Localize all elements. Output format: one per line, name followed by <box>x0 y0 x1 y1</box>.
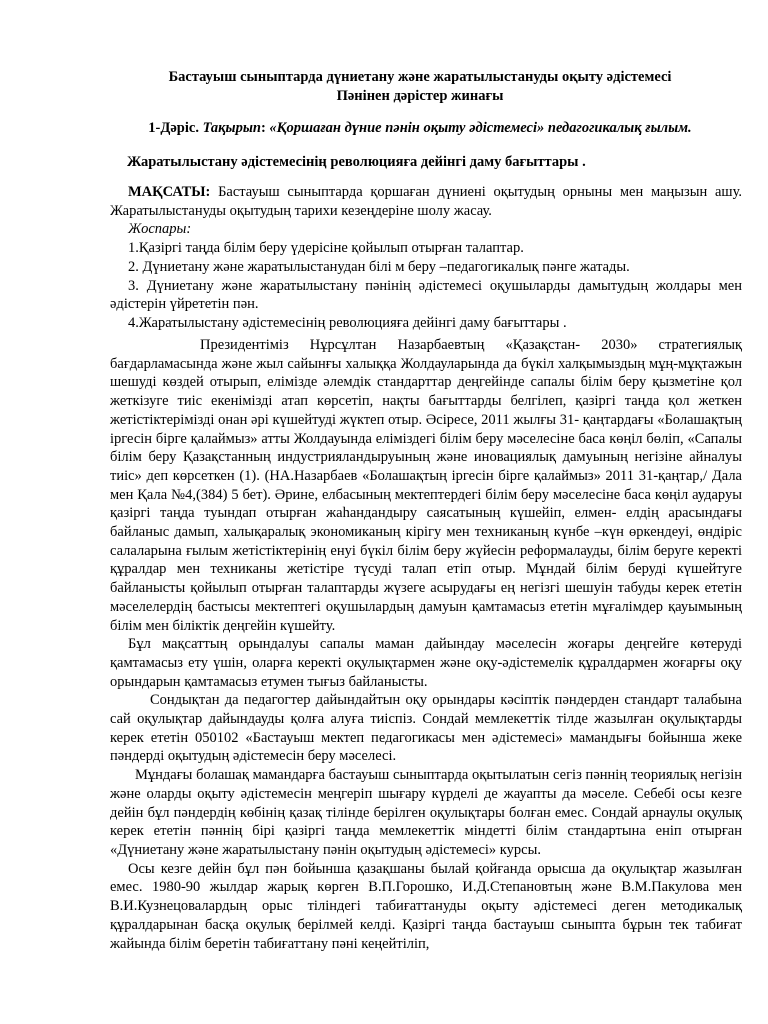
lecture-subtitle: Жаратылыстану әдістемесінің революцияға дейінгі даму бағыттары . <box>127 154 586 170</box>
document-title <box>110 68 730 106</box>
goals-text: Бастауыш сыныптарда қоршаған дүниені оқытудың орныны мен маңызын ашу. Жаратылыстануды оқытудың тарихи кезеңдеріне шолу жасау. <box>110 184 742 219</box>
lecture-heading: 1-Дәріс. Тақырып: «Қоршаған дүние пәнін оқыту әдістемесі» педагогикалық ғылым. <box>148 120 692 136</box>
topic-label: Тақырып <box>202 120 261 136</box>
body-paragraph: Президентіміз Нұрсұлтан Назарбаевтың «Қазақстан- 2030» стратегиялық бағдарламасында және жыл сайынғы халыққа Жолдауларында да бүкіл халқымыздың мұң-мұқтажын шешуді көздей отырып, елімізде әлемдік стандарттар деңгейінде сапалы білім беру қызметіне қол жеткізуге тиіс екенімізді атап көрсетіп, нақты бағыттарды белгілеп, қазіргі таңда қол жеткен жетістіктерімізді онан әрі күшейтуді жүктеп отыр. Әсіресе, 2011 жылғы 31- қаңтардағы «Болашақтың іргесін бірге қалаймыз» атты Жолдауында еліміздегі білім беру мәселесіне баса көңіл бөліп, «Сапалы білім беру Қазақстанның индустрияландыруының және иновациялық дамуының негізіне айналуы тиіс» деп көрсеткен (1). (НА.Назарбаев «Болашақтың іргесін бірге қалаймыз» 2011 31-қаңтар,/ Дала мен Қала №4,(384) 5 бет). Әрине, елбасының мектептердегі білім беру мәселесіне баса көңіл аударуы қазіргі таңда туындап отырған жаһандандыру саясатының күшейіп, елмен- елдің арасындағы байланыс дамып, халықаралық экономиканың кірігу мен техниканың күнбе –күн өркендеуі, өндіріс салаларына ғылым жетістіктерінің енуі бүкіл білім беру жүйесін реформалауды, білім беруге керекті құралдар мен техниканы жетістіре түсуді талап етіп отыр. Мұндай білім беруді күшейтуге байланысты қойылып отырған талаптарды жүзеге асырудағы ең негізгі шешуін табуды керек ететін мәселелердің бастысы мектептегі оқушылардың дамуын қамтамасыз ететін мұғалімдер қауымының білім мен біліктік деңгейін күшейту. <box>110 337 742 634</box>
body-paragraph: Бұл мақсаттың орындалуы сапалы маман дайындау мәселесін жоғары деңгейге көтеруді қамтамасыз ету үшін, оларға керекті оқулықтармен және оқу-әдістемелік құралдармен жоғарғы оқу орындарын қамтамасыз етумен тығыз байланысты. <box>110 636 742 690</box>
goals-section <box>110 183 742 333</box>
plan-item: 2. Дүниетану және жаратылыстанудан білі м беру –педагогикалық пәнге жатады. <box>128 258 630 275</box>
title-line-1: Бастауыш сыныптарда дүниетану және жаратылыстануды оқыту әдістемесі <box>168 69 672 85</box>
plan-item: 4.Жаратылыстану әдістемесінің революцияға дейінгі даму бағыттары . <box>128 314 567 331</box>
body-paragraph: Осы кезге дейін бұл пән бойынша қазақшаны былай қойғанда орысша да оқулықтар жазылған емес. 1980-90 жылдар жарық көрген В.П.Горошко, И.Д.Степановтың және В.М.Пакулова мен В.И.Кузнецовалардың орыс тіліндегі табиғаттануды оқыту әдістемесі деген методикалық құралдарынан басқа оқулық берілмей келді. Қазіргі таңда бастауыш сыныпта бұрын тек табиғат жайында білім беретін табиғаттану пәні кеңейтіліп, <box>110 860 742 952</box>
body-paragraph: Мұндағы болашақ мамандарға бастауыш сыныптарда оқытылатын сегіз пәннің теориялық негізін және оларды оқыту әдістемесін меңгеріп шығару күрделі де жауапты да мәселе. Себебі осы кезге дейін бұл пәндердің көбінің қазақ тілінде берілген оқулықтары болған емес. Сондай арнаулы оқулық керек ететін пәннің бірі қазіргі таңда мемлекеттік міндетті білім стандартына еніп отырған «Дүниетану және жаратылыстану пәнін оқытудың әдістемесі» курсы. <box>110 767 742 858</box>
body-text <box>110 336 742 953</box>
plan-label: Жоспары: <box>128 221 192 238</box>
topic-text: «Қоршаған дүние пәнін оқыту әдістемесі» педагогикалық ғылым. <box>269 120 692 136</box>
goals-label: МАҚСАТЫ: <box>128 184 211 200</box>
plan-item: 3. Дүниетану және жаратылыстану пәнінің әдістемесі оқушыларды дамытудың жолдары мен әдістерін үйрететін пән. <box>110 277 742 313</box>
plan-item: 1.Қазіргі таңда білім беру үдерісіне қойылып отырған талаптар. <box>128 240 524 257</box>
title-line-2: Пәнінен дәрістер жинағы <box>336 88 504 104</box>
body-paragraph: Сондықтан да педагогтер дайындайтын оқу орындары кәсіптік пәндерден стандарт талабына сай оқулықтар дайындауды қолға алуға тиіспіз. Сондай мемлекеттік тілде жазылған оқулықтарды керек ететін 050102 «Бастауыш мектеп педагогикасы мен әдістемесі» мамандығы бойынша жеке пәндерді оқытудың әдістемесін беру мәселесі. <box>110 692 742 765</box>
lecture-prefix: 1-Дәріс. <box>148 120 199 136</box>
